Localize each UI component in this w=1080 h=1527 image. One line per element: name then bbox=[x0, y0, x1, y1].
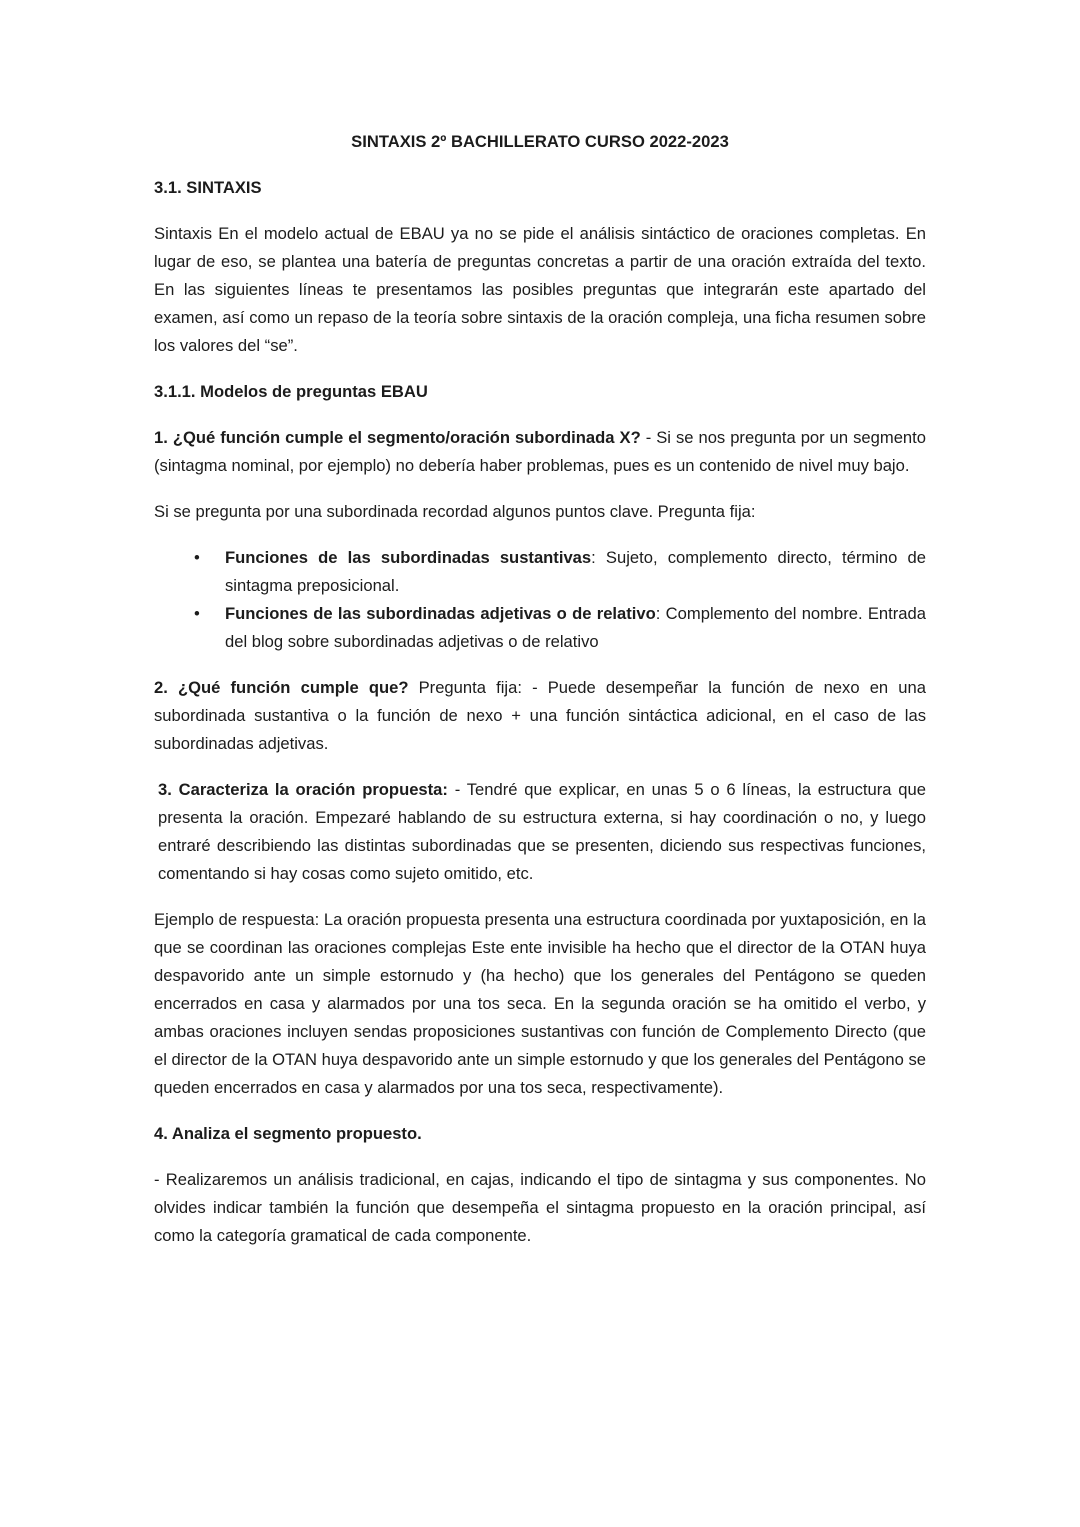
list-item-label: Funciones de las subordinadas adjetivas o de relativo bbox=[225, 604, 656, 623]
question-3 bbox=[154, 776, 926, 888]
question-3-text: - Tendré que explicar, en unas 5 o 6 líneas, la estructura que presenta la oración. Empezaré hablando de su estructura externa, si hay coordinación o no, y luego entraré describiendo las distintas subordinadas que se presenten, diciendo sus respectivas funciones, comentando si hay cosas como sujeto omitido, etc. bbox=[158, 780, 926, 883]
list-item-text: : Sujeto, complemento directo, término de sintagma preposicional. bbox=[225, 548, 926, 595]
list-item-label: Funciones de las subordinadas sustantivas bbox=[225, 548, 592, 567]
functions-list bbox=[154, 544, 926, 656]
subsection-heading: 3.1.1. Modelos de preguntas EBAU bbox=[154, 382, 428, 401]
question-1 bbox=[154, 424, 926, 480]
question-3-label: 3. Caracteriza la oración propuesta: bbox=[158, 780, 448, 799]
bullet-icon: • bbox=[194, 604, 200, 623]
document-title: SINTAXIS 2º BACHILLERATO CURSO 2022-2023 bbox=[351, 132, 729, 151]
list-item bbox=[154, 600, 926, 656]
intro-paragraph: Sintaxis En el modelo actual de EBAU ya no se pide el análisis sintáctico de oraciones completas. En lugar de eso, se plantea una batería de preguntas concretas a partir de una oración extraída del texto. En las siguientes líneas te presentamos las posibles preguntas que integrarán este apartado del examen, así como un repaso de la teoría sobre sintaxis de la oración compleja, una ficha resumen sobre los valores del “se”. bbox=[154, 224, 926, 355]
list-item bbox=[154, 544, 926, 600]
example-answer: Ejemplo de respuesta: La oración propuesta presenta una estructura coordinada por yuxtaposición, en la que se coordinan las oraciones complejas Este ente invisible ha hecho que el director de la OTAN huya despavorido ante un simple estornudo y (ha hecho) que los generales del Pentágono se queden encerrados en casa y alarmados por una tos seca. En la segunda oración se ha omitido el verbo, y ambas oraciones incluyen sendas proposiciones sustantivas con función de Complemento Directo (que el director de la OTAN huya despavorido ante un simple estornudo y que los generales del Pentágono se queden encerrados en casa y alarmados por una tos seca, respectivamente). bbox=[154, 910, 926, 1097]
question-1-text: - Si se nos pregunta por un segmento (sintagma nominal, por ejemplo) no debería haber problemas, pues es un contenido de nivel muy bajo. bbox=[154, 428, 926, 475]
question-2-label: 2. ¿Qué función cumple que? bbox=[154, 678, 409, 697]
question-4-label: 4. Analiza el segmento propuesto. bbox=[154, 1124, 422, 1143]
question-2 bbox=[154, 674, 926, 758]
question-1-followup: Si se pregunta por una subordinada recordad algunos puntos clave. Pregunta fija: bbox=[154, 502, 756, 521]
list-item-text: : Complemento del nombre. Entrada del blog sobre subordinadas adjetivas o de relativo bbox=[225, 604, 926, 651]
question-1-label: 1. ¿Qué función cumple el segmento/oración subordinada X? bbox=[154, 428, 641, 447]
section-heading: 3.1. SINTAXIS bbox=[154, 178, 262, 197]
question-2-text: Pregunta fija: - Puede desempeñar la función de nexo en una subordinada sustantiva o la función de nexo + una función sintáctica adicional, en el caso de las subordinadas adjetivas. bbox=[154, 678, 926, 753]
bullet-icon: • bbox=[194, 548, 200, 567]
document-page bbox=[154, 128, 926, 1268]
question-4-text: - Realizaremos un análisis tradicional, en cajas, indicando el tipo de sintagma y sus componentes. No olvides indicar también la función que desempeña el sintagma propuesto en la oración principal, así como la categoría gramatical de cada componente. bbox=[154, 1170, 926, 1245]
